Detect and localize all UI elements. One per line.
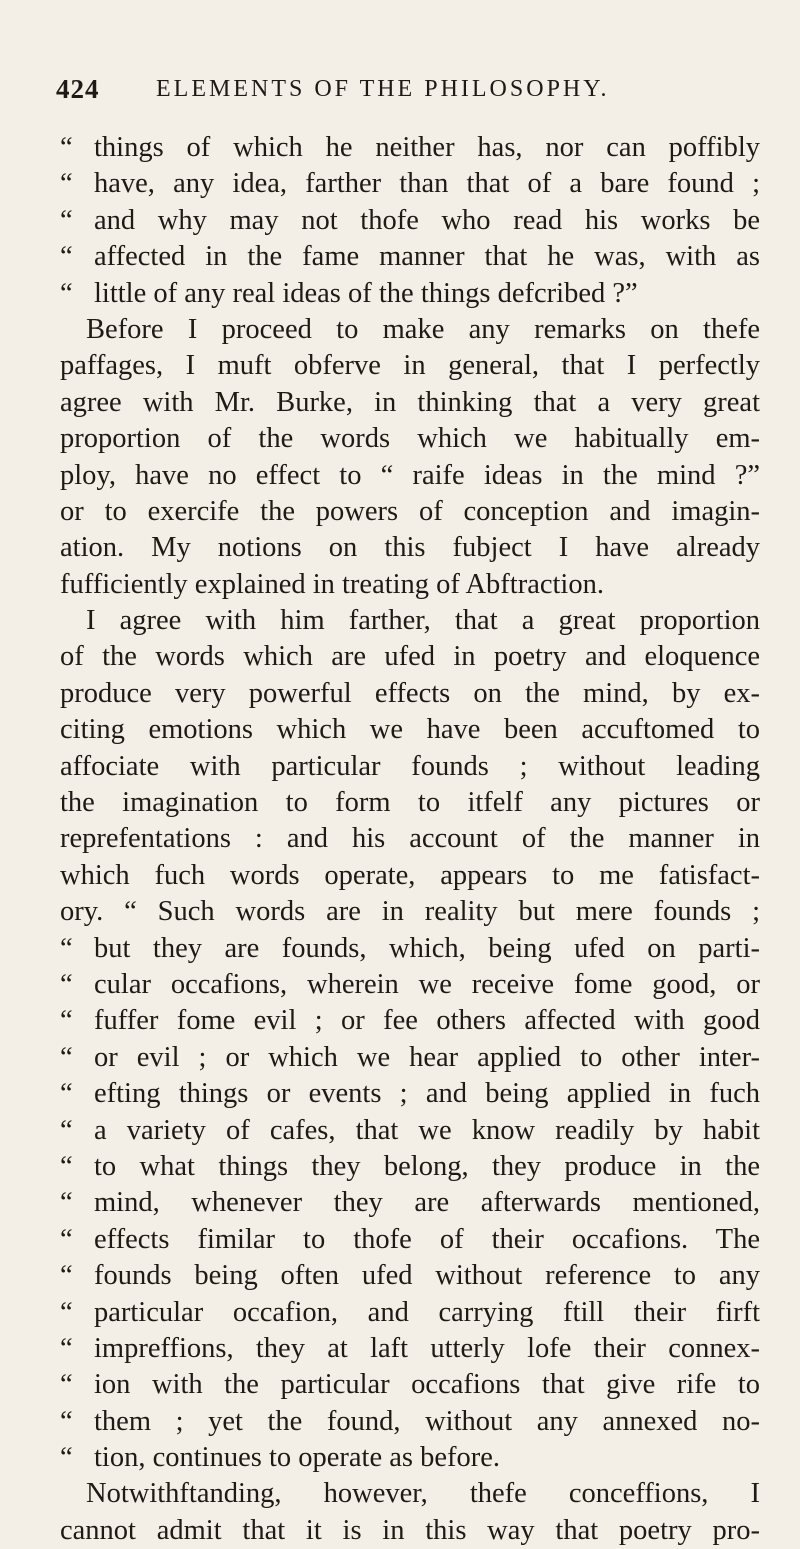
text-line bbox=[60, 1258, 760, 1294]
text-line: citing emotions which we have been accuftomed to bbox=[60, 714, 760, 746]
paragraph-first-line: Notwithftanding, however, thefe conceffions, I bbox=[86, 1478, 760, 1510]
text-line bbox=[60, 1295, 760, 1331]
text-line bbox=[60, 1149, 760, 1185]
quote-mark: “ bbox=[60, 968, 73, 1000]
line-text: and why may not thofe who read his works be bbox=[94, 204, 760, 236]
text-line bbox=[60, 1367, 760, 1403]
text-line bbox=[60, 1222, 760, 1258]
text-line bbox=[60, 1040, 760, 1076]
text-line: the imagination to form to itfelf any pictures or bbox=[60, 787, 760, 819]
quote-mark: “ bbox=[60, 1150, 73, 1182]
quote-mark: “ bbox=[60, 1260, 73, 1292]
text-line bbox=[60, 967, 760, 1003]
line-text: mind, whenever they are afterwards mentioned, bbox=[94, 1187, 760, 1219]
text-line: reprefentations : and his account of the manner in bbox=[60, 823, 760, 855]
line-text: efting things or events ; and being applied in fuch bbox=[94, 1078, 760, 1110]
text-line: affociate with particular founds ; without leading bbox=[60, 750, 760, 782]
line-text: effects fimilar to thofe of their occafions. The bbox=[94, 1223, 760, 1255]
line-text: them ; yet the found, without any annexed no- bbox=[94, 1405, 760, 1437]
line-text: cular occafions, wherein we receive fome good, or bbox=[94, 968, 760, 1000]
quote-mark: “ bbox=[60, 1332, 73, 1364]
quote-mark: “ bbox=[60, 132, 73, 163]
text-line bbox=[60, 1404, 760, 1440]
line-text: ion with the particular occafions that give rife to bbox=[94, 1369, 760, 1401]
line-text: things of which he neither has, nor can poffibly bbox=[94, 132, 760, 163]
line-text: but they are founds, which, being ufed on parti- bbox=[94, 932, 760, 964]
text-line bbox=[60, 239, 760, 275]
text-line bbox=[60, 130, 760, 166]
quote-mark: “ bbox=[60, 932, 73, 964]
line-text: a variety of cafes, that we know readily by habit bbox=[94, 1114, 760, 1146]
text-line: or to exercife the powers of conception and imagin- bbox=[60, 495, 760, 527]
line-text: impreffions, they at laft utterly lofe their connex- bbox=[94, 1332, 760, 1364]
text-line: ploy, have no effect to “ raife ideas in the mind ?” bbox=[60, 459, 760, 491]
body-text bbox=[60, 130, 760, 1549]
page-header bbox=[56, 74, 760, 114]
text-line: of the words which are ufed in poetry and eloquence bbox=[60, 641, 760, 673]
quote-mark: “ bbox=[60, 1223, 73, 1255]
text-line: agree with Mr. Burke, in thinking that a very great bbox=[60, 386, 760, 418]
quote-mark: “ bbox=[60, 1041, 73, 1073]
text-line bbox=[60, 1331, 760, 1367]
quote-mark: “ bbox=[60, 1078, 73, 1110]
paragraph-first-line: I agree with him farther, that a great proportion bbox=[86, 605, 760, 637]
text-line bbox=[60, 203, 760, 239]
text-line: fufficiently explained in treating of Abftraction. bbox=[60, 568, 604, 600]
paragraph-first-line: Before I proceed to make any remarks on thefe bbox=[86, 313, 760, 345]
line-text: affected in the fame manner that he was, with as bbox=[94, 241, 760, 273]
text-line: produce very powerful effects on the mind, by ex- bbox=[60, 677, 760, 709]
quote-mark: “ bbox=[60, 1369, 73, 1401]
text-line bbox=[60, 1113, 760, 1149]
text-line: cannot admit that it is in this way that poetry pro- bbox=[60, 1514, 760, 1546]
text-line bbox=[60, 931, 760, 967]
running-title: ELEMENTS OF THE PHILOSOPHY. bbox=[156, 76, 610, 102]
quote-mark: “ bbox=[60, 1005, 73, 1037]
quote-mark: “ bbox=[60, 277, 73, 309]
line-text: particular occafion, and carrying ftill their firft bbox=[94, 1296, 760, 1328]
line-text: fuffer fome evil ; or fee others affected with good bbox=[94, 1005, 760, 1037]
line-text: tion, continues to operate as before. bbox=[94, 1442, 500, 1474]
text-line: which fuch words operate, appears to me fatisfact- bbox=[60, 859, 760, 891]
line-text: have, any idea, farther than that of a bare found ; bbox=[94, 168, 760, 200]
text-line bbox=[60, 276, 760, 312]
quote-mark: “ bbox=[60, 1296, 73, 1328]
text-line bbox=[60, 166, 760, 202]
text-line bbox=[60, 1076, 760, 1112]
text-line: proportion of the words which we habitually em- bbox=[60, 423, 760, 455]
line-text: to what things they belong, they produce in the bbox=[94, 1150, 760, 1182]
text-line bbox=[60, 1003, 760, 1039]
quote-mark: “ bbox=[60, 1442, 73, 1474]
quote-mark: “ bbox=[60, 204, 73, 236]
text-line: ory. “ Such words are in reality but mere founds ; bbox=[60, 896, 760, 928]
text-line: ation. My notions on this fubject I have already bbox=[60, 532, 760, 564]
quote-mark: “ bbox=[60, 1187, 73, 1219]
line-text: little of any real ideas of the things defcribed ?” bbox=[94, 277, 638, 309]
quote-mark: “ bbox=[60, 168, 73, 200]
line-text: or evil ; or which we hear applied to other inter- bbox=[94, 1041, 760, 1073]
text-line bbox=[60, 1185, 760, 1221]
quote-mark: “ bbox=[60, 1405, 73, 1437]
text-line bbox=[60, 1440, 760, 1476]
page-number: 424 bbox=[56, 74, 100, 104]
quote-mark: “ bbox=[60, 241, 73, 273]
quote-mark: “ bbox=[60, 1114, 73, 1146]
text-line: paffages, I muft obferve in general, that I perfectly bbox=[60, 350, 760, 382]
line-text: founds being often ufed without reference to any bbox=[94, 1260, 760, 1292]
